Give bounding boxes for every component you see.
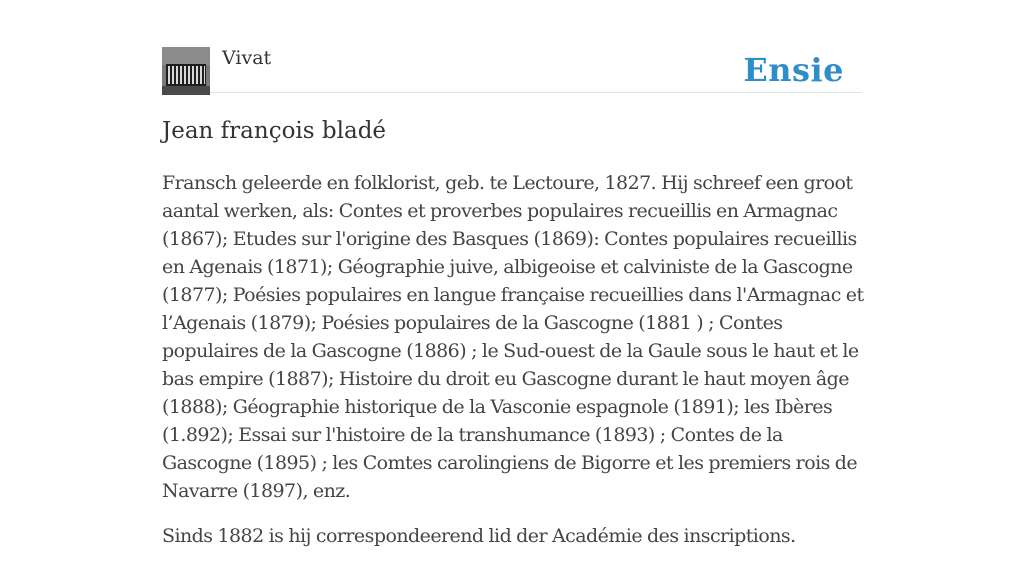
article-paragraph: Sinds 1882 is hij correspondeerend lid der Académie des inscriptions. xyxy=(162,525,796,547)
page-header xyxy=(162,46,862,93)
typewriter-avatar-icon xyxy=(162,47,210,95)
brand-logo-link[interactable]: Ensie xyxy=(743,51,844,89)
page-title: Jean françois bladé xyxy=(162,118,387,144)
author-avatar[interactable] xyxy=(162,47,210,95)
article-body xyxy=(162,169,864,567)
article-paragraph: Fransch geleerde en folklorist, geb. te Lectoure, 1827. Hij schreef een groot aantal werken, als: Contes et proverbes populaires recueillis en Armagnac (1867); Etudes sur l'origine des Basques (1869): Contes populaires recueillis en Agenais (1871); Géographie juive, albigeoise et calviniste de la Gascogne (1877); Poésies populaires en langue française recueillies dans l'Armagnac et l’Agenais (1879); Poésies populaires de la Gascogne (1881 ) ; Contes populaires de la Gascogne (1886) ; le Sud-ouest de la Gaule sous le haut et le bas empire (1887); Histoire du droit eu Gascogne durant le haut moyen âge (1888); Géographie historique de la Vasconie espagnole (1891); les Ibères (1.892); Essai sur l'histoire de la transhumance (1893) ; Contes de la Gascogne (1895) ; les Comtes carolingiens de Bigorre et les premiers rois de Navarre (1897), enz. xyxy=(162,172,864,502)
author-name-link[interactable]: Vivat xyxy=(222,47,272,69)
